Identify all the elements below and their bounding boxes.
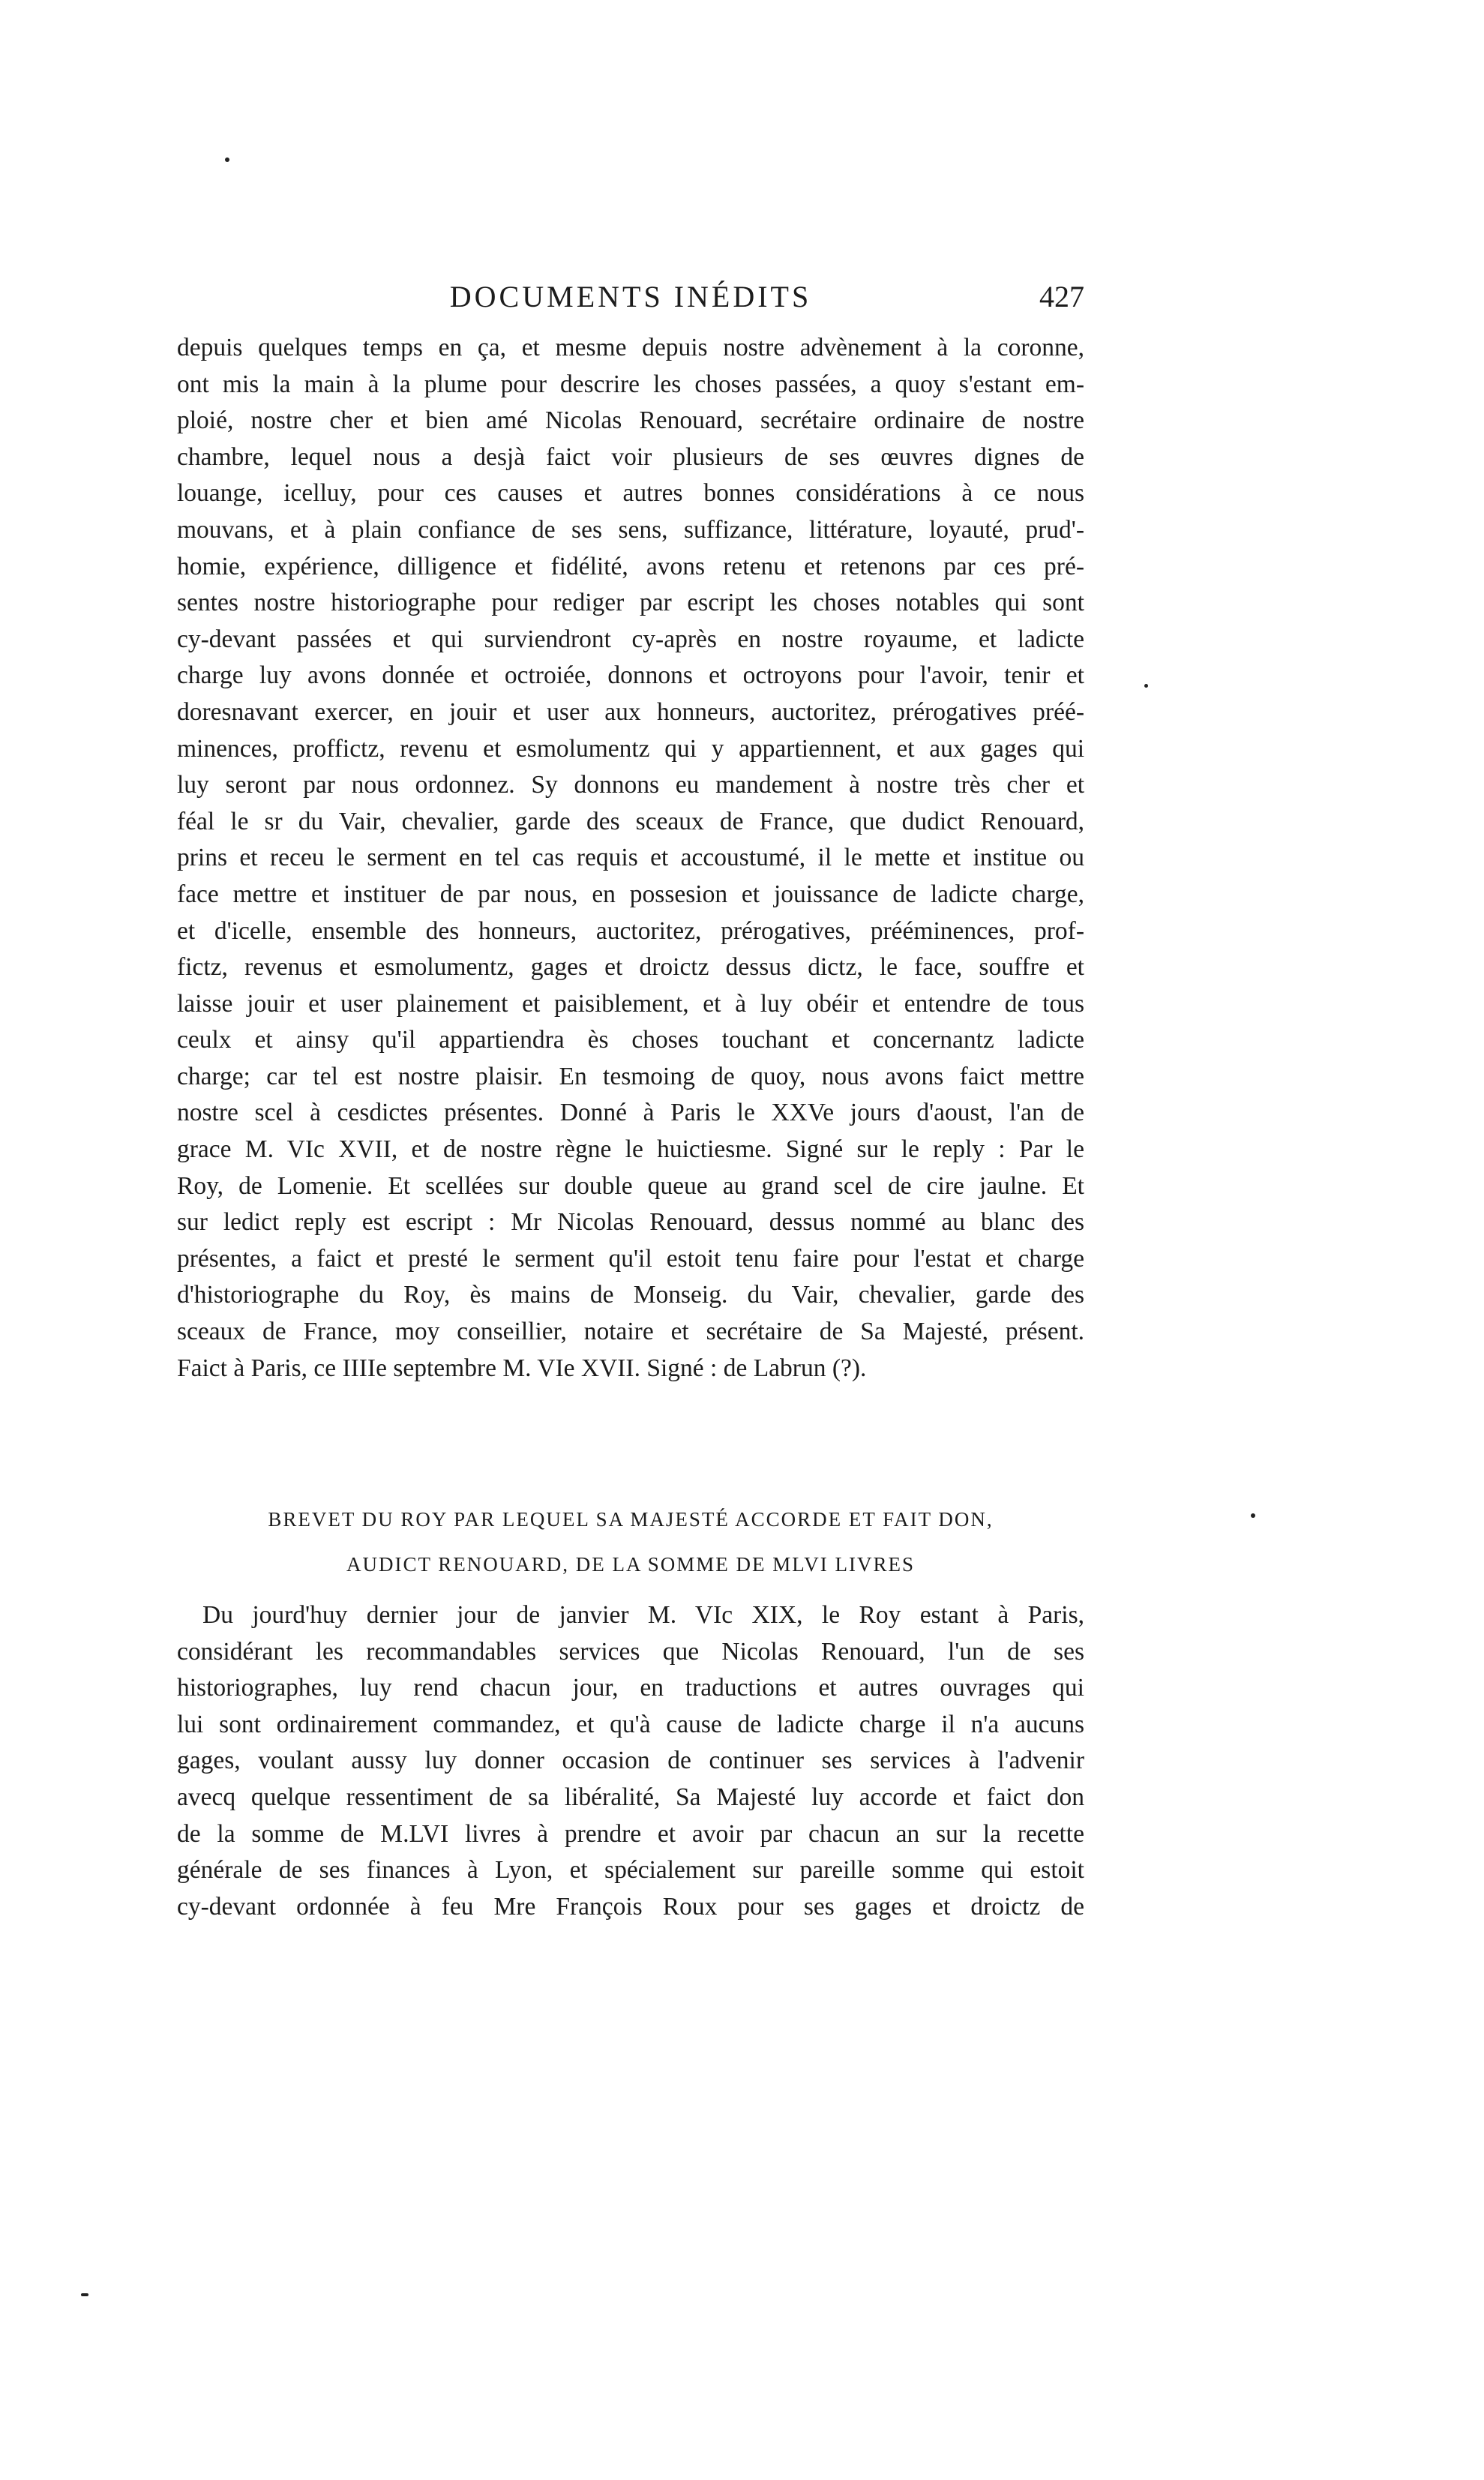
text-line: grace M. VIc XVII, et de nostre règne le huictiesme. Signé sur le reply : Par le: [177, 1135, 1084, 1164]
page-number: 427: [1039, 280, 1084, 313]
text-line: cy-devant ordonnée à feu Mre François Roux pour ses gages et droictz de: [177, 1892, 1084, 1921]
text-line: depuis quelques temps en ça, et mesme depuis nostre advènement à la coronne,: [177, 334, 1084, 361]
text-line: luy seront par nous ordonnez. Sy donnons eu mandement à nostre très cher et: [177, 771, 1084, 799]
text-line: Faict à Paris, ce IIIIe septembre M. VIe XVII. Signé : de Labrun (?).: [177, 1354, 867, 1382]
text-line: générale de ses finances à Lyon, et spécialement sur pareille somme qui estoit: [177, 1856, 1084, 1885]
text-line: sur ledict reply est escript : Mr Nicolas Renouard, dessus nommé au blanc des: [177, 1208, 1084, 1237]
ink-speck: [1251, 1513, 1255, 1518]
text-line: considérant les recommandables services que Nicolas Renouard, l'un de ses: [177, 1637, 1084, 1666]
text-line: d'historiographe du Roy, ès mains de Monseig. du Vair, chevalier, garde des: [177, 1281, 1084, 1309]
text-line: face mettre et instituer de par nous, en possesion et jouissance de ladicte charge,: [177, 880, 1084, 908]
text-line: sceaux de France, moy conseillier, notaire et secrétaire de Sa Majesté, présent.: [177, 1318, 1084, 1346]
text-line: laisse jouir et user plainement et paisiblement, et à luy obéir et entendre de tous: [177, 989, 1084, 1018]
ink-speck: [225, 157, 229, 162]
text-line: doresnavant exercer, en jouir et user aux honneurs, auctoritez, prérogatives préé-: [177, 697, 1084, 726]
text-line: présentes, a faict et presté le serment qu'il estoit tenu faire pour l'estat et charge: [177, 1244, 1084, 1273]
text-line: et d'icelle, ensemble des honneurs, auctoritez, prérogatives, prééminences, prof-: [177, 916, 1084, 945]
text-line: minences, proffictz, revenu et esmolumentz qui y appartiennent, et aux gages qui: [177, 734, 1084, 763]
text-line: ploié, nostre cher et bien amé Nicolas Renouard, secrétaire ordinaire de nostre: [177, 406, 1084, 435]
text-line: gages, voulant aussy luy donner occasion de continuer ses services à l'advenir: [177, 1747, 1084, 1775]
text-line: ceulx et ainsy qu'il appartiendra ès choses touchant et concernantz ladicte: [177, 1026, 1084, 1054]
text-line: chambre, lequel nous a desjà faict voir plusieurs de ses œuvres dignes de: [177, 442, 1084, 471]
text-line: prins et receu le serment en tel cas requis et accoustumé, il le mette et institue ou: [177, 844, 1084, 872]
text-line: lui sont ordinairement commandez, et qu'à cause de ladicte charge il n'a aucuns: [177, 1710, 1084, 1738]
text-line: homie, expérience, dilligence et fidélité, avons retenu et retenons par ces pré-: [177, 552, 1084, 580]
ink-speck: [81, 2293, 88, 2296]
text-line: ont mis la main à la plume pour descrire les choses passées, a quoy s'estant em-: [177, 370, 1084, 398]
ink-speck: [1144, 684, 1148, 688]
heading-line-2: AUDICT RENOUARD, DE LA SOMME DE MLVI LIVRES: [346, 1553, 916, 1576]
running-title: DOCUMENTS INÉDITS: [449, 280, 812, 313]
text-line: historiographes, luy rend chacun jour, en traductions et autres ouvrages qui: [177, 1674, 1084, 1702]
paragraph-brevet: [177, 1597, 1084, 1925]
text-line: charge; car tel est nostre plaisir. En tesmoing de quoy, nous avons faict mettre: [177, 1062, 1084, 1090]
text-line: cy-devant passées et qui surviendront cy-après en nostre royaume, et ladicte: [177, 625, 1084, 653]
text-line: nostre scel à cesdictes présentes. Donné à Paris le XXVe jours d'aoust, l'an de: [177, 1099, 1084, 1127]
text-line: sentes nostre historiographe pour rediger par escript les choses notables qui sont: [177, 589, 1084, 617]
text-line: mouvans, et à plain confiance de ses sens, suffizance, littérature, loyauté, prud'-: [177, 515, 1084, 544]
text-line: Du jourd'huy dernier jour de janvier M. VIc XIX, le Roy estant à Paris,: [202, 1601, 1084, 1629]
paragraph-letters-patent: [177, 330, 1084, 1387]
text-line: avecq quelque ressentiment de sa libéralité, Sa Majesté luy accorde et faict don: [177, 1783, 1084, 1811]
text-line: Roy, de Lomenie. Et scellées sur double queue au grand scel de cire jaulne. Et: [177, 1171, 1084, 1200]
text-line: louange, icelluy, pour ces causes et autres bonnes considérations à ce nous: [177, 479, 1084, 508]
section-heading: [177, 1497, 1084, 1587]
text-line: fictz, revenus et esmolumentz, gages et droictz dessus dictz, le face, souffre et: [177, 953, 1084, 982]
text-line: charge luy avons donnée et octroiée, donnons et octroyons pour l'avoir, tenir et: [177, 661, 1084, 690]
heading-line-1: BREVET DU ROY PAR LEQUEL SA MAJESTÉ ACCORDE ET FAIT DON,: [268, 1508, 994, 1531]
text-line: féal le sr du Vair, chevalier, garde des sceaux de France, que dudict Renouard,: [177, 807, 1084, 835]
text-line: de la somme de M.LVI livres à prendre et avoir par chacun an sur la recette: [177, 1819, 1084, 1848]
page-header: [177, 279, 1084, 324]
